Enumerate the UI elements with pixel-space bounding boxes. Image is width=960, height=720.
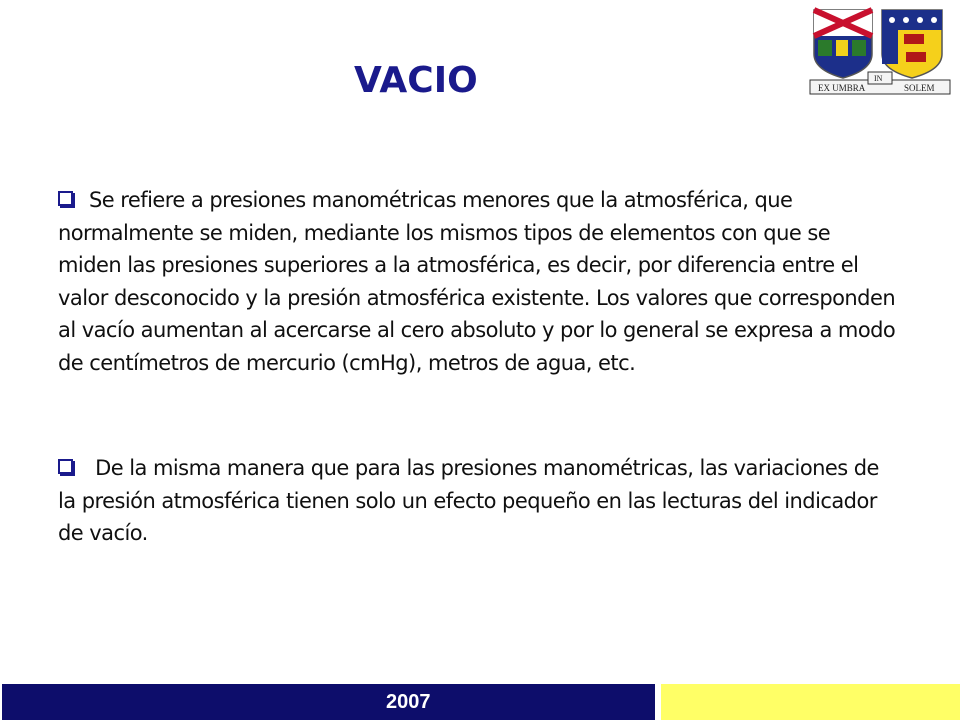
bullet-item <box>58 452 898 550</box>
bullet-text: De la misma manera que para las presiones manométricas, las variaciones de la presión atmosférica tienen solo un efecto pequeño en las lecturas del indicador de vacío. <box>58 456 879 546</box>
bullet-text: Se refiere a presiones manométricas menores que la atmosférica, que normalmente se miden, mediante los mismos tipos de elementos con que se miden las presiones superiores a la atmosférica, es decir, por diferencia entre el valor desconocido y la presión atmosférica existente. Los valores que corresponden al vacío aumentan al acercarse al cero absoluto y por lo general se expresa a modo de centímetros de mercurio (cmHg), metros de agua, etc. <box>58 188 896 375</box>
footer-bar-left <box>2 684 655 720</box>
checkbox-bullet-icon <box>58 191 73 206</box>
motto-left: EX UMBRA <box>818 83 866 93</box>
checkbox-bullet-icon <box>58 459 73 474</box>
motto-mid: IN <box>874 74 883 83</box>
footer-bar-right <box>661 684 960 720</box>
bullet-item <box>58 184 898 380</box>
university-crest-logo <box>808 4 952 102</box>
slide-title: VACIO <box>354 60 478 101</box>
footer-year: 2007 <box>386 691 431 713</box>
motto-right: SOLEM <box>904 83 935 93</box>
